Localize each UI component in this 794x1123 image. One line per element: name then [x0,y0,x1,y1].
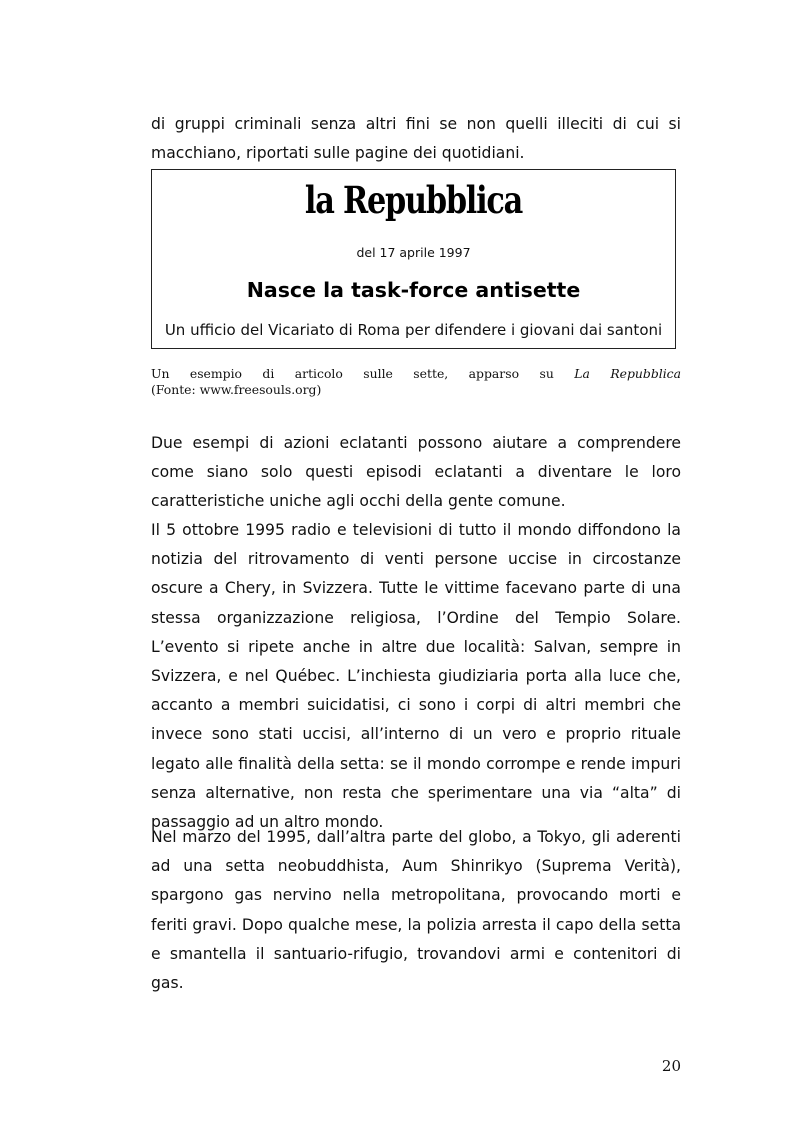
article-headline: Nasce la task-force antisette [246,278,581,302]
body-paragraph-2: Il 5 ottobre 1995 radio e televisioni di tutto il mondo diffondono la notizia del ritrovamento di venti persone uccise in circostanze oscure a Chery, in Svizzera. Tutte le vittime facevano parte di una stessa organizzazione religiosa, l’Ordine del Tempio Solare. L’evento si ripete anche in altre due località: Salvan, sempre in Svizzera, e nel Québec. L’inchiesta giudiziaria porta alla luce che, accanto a membri suicidatisi, ci sono i corpi di altri membri che invece sono stati uccisi, all’interno di un vero e proprio rituale legato alle finalità della setta: se il mondo corrompe e rende impuri senza alternative, non resta che sperimentare una via “alta” di passaggio ad un altro mondo. [151,521,681,832]
article-date: del 17 aprile 1997 [356,245,471,260]
caption-source: (Fonte: www.freesouls.org) [151,382,322,397]
newspaper-masthead-logo: la Repubblica [304,178,523,222]
body-paragraph-1: Due esempi di azioni eclatanti possono aiutare a comprendere come siano solo questi episodi eclatanti a diventare le loro caratteristiche uniche agli occhi della gente comune. [151,434,681,511]
body-paragraph-3: Nel marzo del 1995, dall’altra parte del globo, a Tokyo, gli aderenti ad una setta neobuddhista, Aum Shinrikyo (Suprema Verità), spargono gas nervino nella metropolitana, provocando morti e feriti gravi. Dopo qualche mese, la polizia arresta il capo della setta e smantella il santuario-rifugio, trovandovi armi e contenitori di gas. [151,828,681,993]
newspaper-clipping [151,169,676,349]
caption-line [151,366,681,382]
caption-text: Un esempio di articolo sulle sette, apparso su [151,366,575,381]
page-number: 20 [661,1057,681,1075]
article-subheadline: Un ufficio del Vicariato di Roma per difendere i giovani dai santoni [164,321,663,339]
intro-paragraph: di gruppi criminali senza altri fini se non quelli illeciti di cui si macchiano, riportati sulle pagine dei quotidiani. [151,115,681,163]
caption-newspaper-name: La Repubblica [574,366,682,381]
figure-caption [151,366,681,398]
